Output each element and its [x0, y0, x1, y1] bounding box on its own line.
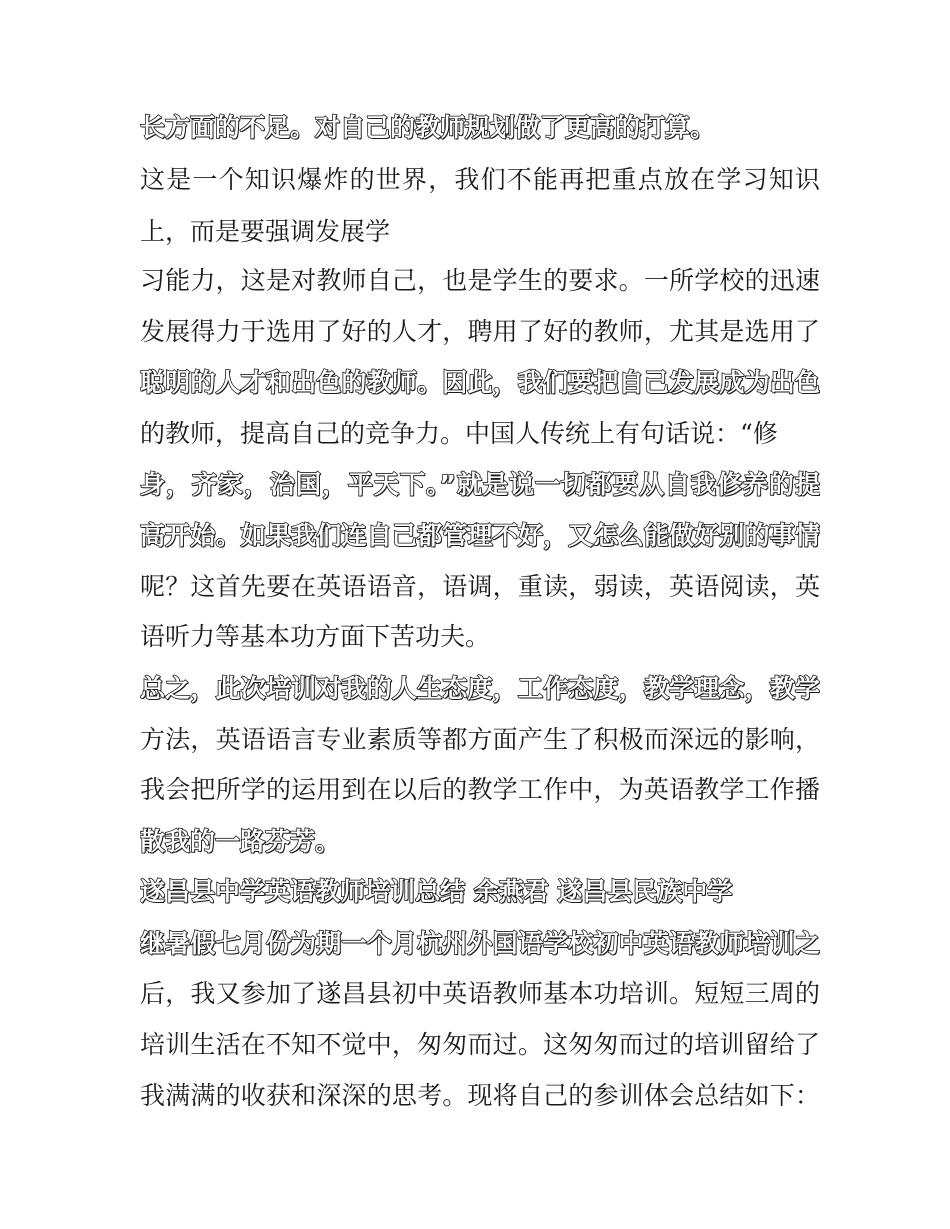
text-line-14: 我会把所学的运用到在以后的教学工作中，为英语教学工作播: [140, 775, 820, 804]
text-line-9: 高开始。如果我们连自己都管理不好，又怎么能做好别的事情: [140, 521, 820, 550]
text-line-5: 发展得力于选用了好的人才，聘用了好的教师，尤其是选用了: [140, 317, 820, 346]
text-line-10: 呢？这首先要在英语语音，语调，重读，弱读，英语阅读，英: [140, 572, 820, 601]
text-line-20: 我满满的收获和深深的思考。现将自己的参训体会总结如下：: [140, 1081, 820, 1110]
text-line-2: 这是一个知识爆炸的世界，我们不能再把重点放在学习知识: [140, 165, 820, 194]
text-line-18: 后，我又参加了遂昌县初中英语教师基本功培训。短短三周的: [140, 979, 820, 1008]
text-line-17: 继暑假七月份为期一个月杭州外国语学校初中英语教师培训之: [140, 929, 820, 958]
text-line-11: 语听力等基本功方面下苦功夫。: [140, 622, 491, 651]
text-line-1: 长方面的不足。对自己的教师规划做了更高的打算。: [140, 113, 716, 142]
text-line-4: 习能力，这是对教师自己，也是学生的要求。一所学校的迅速: [140, 266, 820, 295]
text-line-6: 聪明的人才和出色的教师。因此，我们要把自己发展成为出色: [140, 368, 820, 397]
text-line-19: 培训生活在不知不觉中，匆匆而过。这匆匆而过的培训留给了: [140, 1030, 820, 1059]
text-line-3: 上，而是要强调发展学: [140, 217, 391, 246]
text-line-7: 的教师，提高自己的竞争力。中国人传统上有句话说：“修: [140, 419, 778, 448]
text-line-15: 散我的一路芬芳。: [140, 827, 341, 856]
text-line-12: 总之，此次培训对我的人生态度，工作态度，教学理念，教学: [140, 674, 820, 703]
text-line-13: 方法，英语语言专业素质等都方面产生了积极而深远的影响，: [140, 725, 820, 754]
text-line-8: 身，齐家，治国，平天下。”就是说一切都要从自我修养的提: [140, 470, 820, 499]
section-heading: 遂昌县中学英语教师培训总结 余燕君 遂昌县民族中学: [140, 877, 733, 906]
